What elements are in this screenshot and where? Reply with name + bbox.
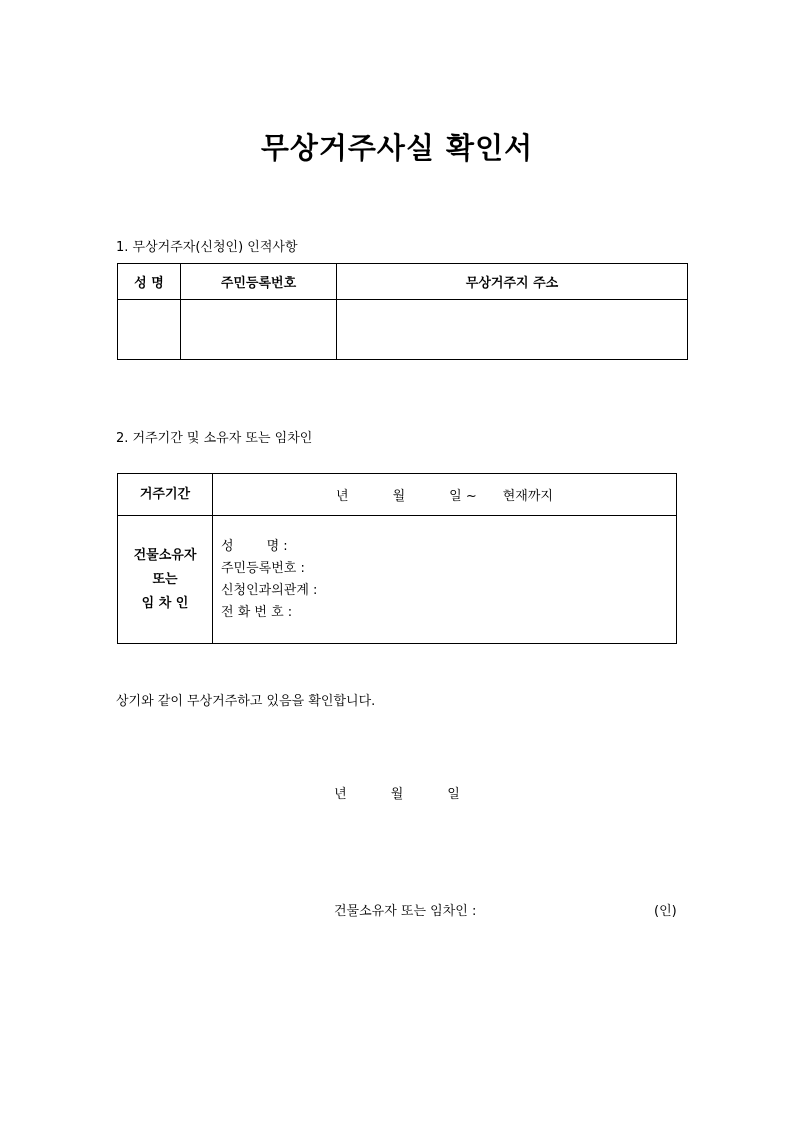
period-cell[interactable] [213,474,677,516]
owner-label-line1: 건물소유자 [133,547,197,563]
applicant-table [117,263,688,360]
date-year: 년 [334,787,347,802]
residence-table [117,473,677,644]
owner-label [118,516,213,644]
date-day: 일 [447,787,460,802]
period-day: 일 ~ [449,489,477,504]
owner-label-line3: 임 차 인 [141,595,189,611]
period-month: 월 [392,489,406,504]
section2-heading: 2. 거주기간 및 소유자 또는 임차인 [116,431,313,446]
period-year: 년 [336,489,349,504]
owner-relation-field: 신청인과의관계 : [221,582,318,598]
date-month: 월 [390,787,404,802]
resident-number-cell[interactable] [181,300,337,360]
seal-mark: (인) [654,904,677,919]
document-date [0,783,794,802]
header-name: 성 명 [118,264,181,300]
owner-phone-field: 전 화 번 호 : [221,604,293,620]
period-until: 현재까지 [502,489,553,504]
owner-label-line2: 또는 [152,571,178,587]
period-label: 거주기간 [118,474,213,516]
owner-info-cell[interactable] [213,516,677,644]
header-address: 무상거주지 주소 [337,264,688,300]
signature-label: 건물소유자 또는 임차인 : [334,904,477,919]
document-title: 무상거주사실 확인서 [260,131,534,165]
owner-name-field: 성 명 : [221,538,288,554]
address-cell[interactable] [337,300,688,360]
header-resident-number: 주민등록번호 [181,264,337,300]
name-cell[interactable] [118,300,181,360]
owner-resident-number-field: 주민등록번호 : [221,560,305,576]
section1-heading: 1. 무상거주자(신청인) 인적사항 [116,240,298,255]
confirm-statement: 상기와 같이 무상거주하고 있음을 확인합니다. [116,694,376,709]
